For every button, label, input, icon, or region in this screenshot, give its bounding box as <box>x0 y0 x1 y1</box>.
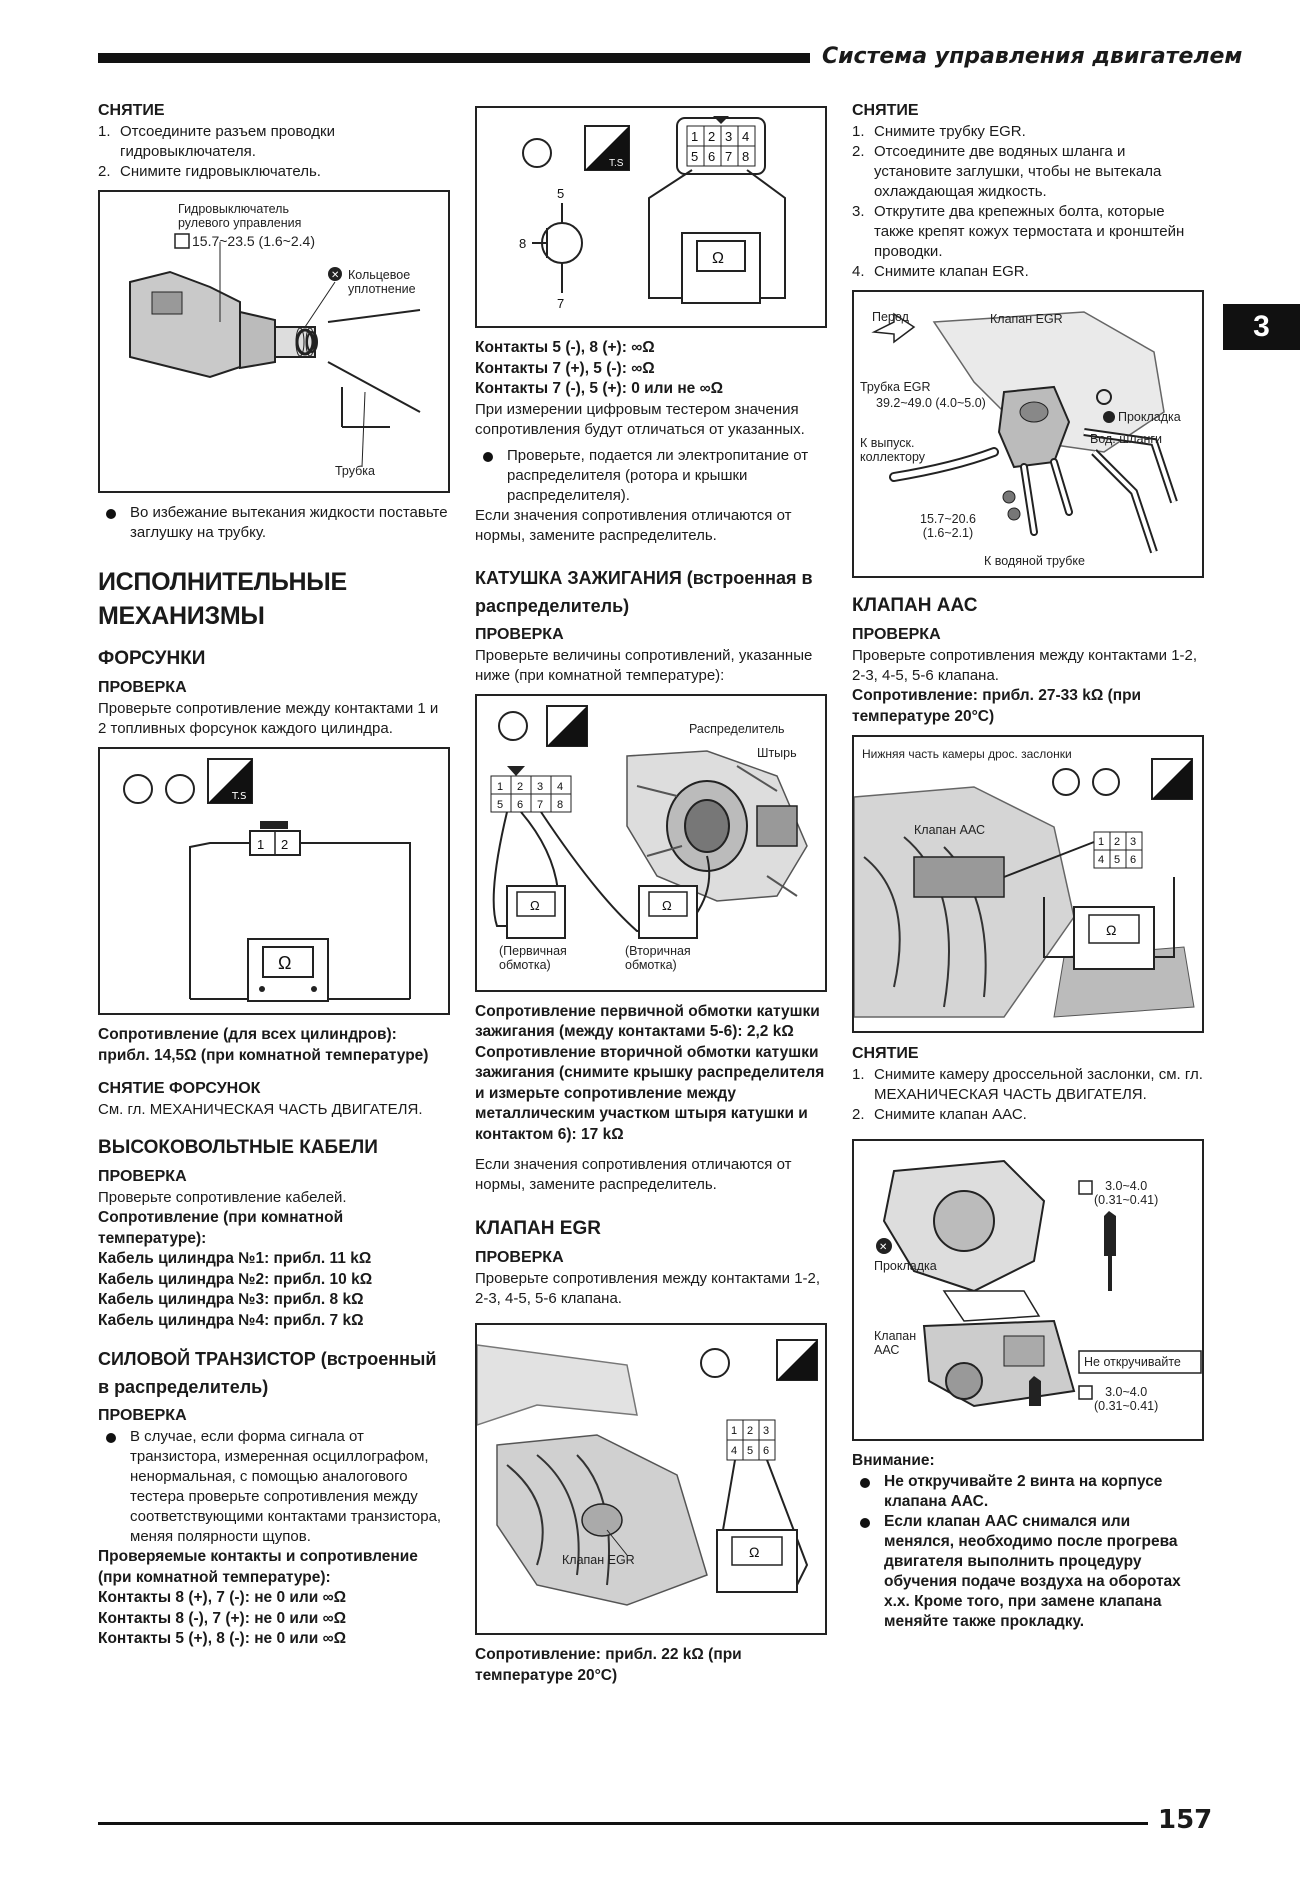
pin: 6 <box>763 1445 770 1457</box>
label-exhaust: К выпуск. коллектору <box>860 436 926 464</box>
ohm-symbol: Ω <box>1106 922 1117 938</box>
section-removal-title: СНЯТИЕ <box>98 102 165 119</box>
pt-bullets <box>98 1427 450 1547</box>
coil-check-title: ПРОВЕРКА <box>475 625 564 643</box>
label-switch: Гидровыключатель рулевого управления <box>178 202 302 230</box>
chapter-tab: 3 <box>1223 304 1300 350</box>
label-aac-valve: Клапан ААС <box>874 1329 917 1357</box>
check-title: ПРОВЕРКА <box>98 679 187 696</box>
list-item: 4. Снимите клапан EGR. <box>852 263 1029 280</box>
plug-note <box>98 503 450 543</box>
label-tube: Трубка <box>335 464 375 478</box>
figure-power-steering-switch <box>98 190 450 493</box>
aac-check-illustration <box>854 737 1202 1031</box>
pt-line: Контакты 8 (+), 7 (-): не 0 или ∞Ω <box>98 1589 347 1606</box>
list-item: 2. Снимите гидровыключатель. <box>98 163 321 180</box>
label-pin: Штырь <box>757 745 797 760</box>
pin: 6 <box>1130 854 1137 866</box>
egr-title: КЛАПАН EGR <box>475 1218 601 1239</box>
terminal-5: 5 <box>557 186 565 201</box>
figure-injector-test <box>98 747 450 1015</box>
pin: 3 <box>537 780 544 793</box>
ts-label: T.S <box>609 158 624 169</box>
label-gasket: Прокладка <box>874 1259 937 1273</box>
label-secondary: (Вторичная обмотка) <box>625 943 691 972</box>
label-hoses: Вод. шланги <box>1090 432 1162 446</box>
power-transistor-title: СИЛОВОЙ ТРАНЗИСТОР (встроенный в распределитель) <box>98 1349 437 1397</box>
page-number: 157 <box>1158 1805 1213 1835</box>
pin: 1 <box>1098 836 1105 848</box>
power-bullets <box>475 446 827 506</box>
pin: 4 <box>731 1445 738 1457</box>
pin: 8 <box>557 798 564 811</box>
egr-illustration <box>477 1325 825 1633</box>
coil-replace-note: Если значения сопротивления отличаются от нормы, замените распределитель. <box>475 1156 792 1193</box>
hv-cables-title: ВЫСОКОВОЛЬТНЫЕ КАБЕЛИ <box>98 1137 378 1158</box>
attention-bullets <box>852 1472 1204 1632</box>
figure-transistor-test <box>475 106 827 328</box>
egr-removal-steps <box>852 122 1204 282</box>
list-item: Если клапан ААС снимался или менялся, необходимо после прогрева двигателя выполнить процедуру обучения подаче воздуха на оборотах х.х. Кроме того, при замене клапана меняйте также прокладку. <box>852 1512 1204 1632</box>
egr-check-text: Проверьте сопротивления между контактами 1-2, 2-3, 4-5, 5-6 клапана. <box>475 1270 821 1307</box>
svg-text:✕: ✕ <box>879 1242 888 1253</box>
egr-resistance: Сопротивление: прибл. 22 kΩ (при температуре 20°C) <box>475 1646 742 1684</box>
contacts-line: Контакты 7 (-), 5 (+): 0 или не ∞Ω <box>475 380 724 397</box>
pin: 5 <box>747 1445 754 1457</box>
injectors-title: ФОРСУНКИ <box>98 648 206 669</box>
figure-egr-removal <box>852 290 1204 578</box>
label-torque-1: 39.2~49.0 (4.0~5.0) <box>876 396 986 410</box>
injector-resistance: Сопротивление (для всех цилиндров): прибл. 14,5Ω (при комнатной температуре) <box>98 1026 429 1064</box>
pin: 4 <box>742 129 750 144</box>
ohm-symbol: Ω <box>749 1544 760 1560</box>
label-torque-2: 15.7~20.6 (1.6~2.1) <box>920 512 976 540</box>
pin: 1 <box>691 129 699 144</box>
label-torque: 15.7~23.5 (1.6~2.4) <box>192 233 315 249</box>
terminal-8: 8 <box>519 236 527 251</box>
pin: 7 <box>537 798 544 811</box>
contacts-line: Контакты 7 (+), 5 (-): ∞Ω <box>475 359 655 377</box>
svg-text:✕: ✕ <box>331 270 340 281</box>
coil-secondary-resistance: Сопротивление вторичной обмотки катушки зажигания (снимите крышку распределителя и измерьте сопротивление между металлическим участком штыря катушки и контактом 6): 17 kΩ <box>475 1043 825 1143</box>
ohm-symbol: Ω <box>278 953 292 973</box>
pt-line: Проверяемые контакты и сопротивление (при комнатной температуре): <box>98 1548 418 1586</box>
list-item: Проверьте, подается ли электропитание от распределителя (ротора и крышки распределителя). <box>475 446 827 506</box>
list-item: В случае, если форма сигнала от транзистора, измеренная осциллографом, ненормальная, с помощью аналогового тестера проверьте сопротивления между соответствующими контактами транзистора, меняя полярности щупов. <box>98 1427 450 1547</box>
ohm-symbol: Ω <box>530 897 540 913</box>
injectors-removal-text: См. гл. МЕХАНИЧЕСКАЯ ЧАСТЬ ДВИГАТЕЛЯ. <box>98 1101 423 1118</box>
hv-line: Кабель цилиндра №4: прибл. 7 kΩ <box>98 1311 364 1329</box>
middle-column <box>475 106 827 1686</box>
ohm-symbol: Ω <box>662 897 672 913</box>
ohm-symbol: Ω <box>712 250 724 267</box>
list-item: 2. Снимите клапан ААС. <box>852 1106 1027 1123</box>
pt-check-title: ПРОВЕРКА <box>98 1407 187 1424</box>
left-column <box>98 100 450 1650</box>
label-torque-a: 3.0~4.0 (0.31~0.41) <box>1094 1179 1159 1207</box>
pin: 3 <box>763 1425 770 1437</box>
right-column <box>852 100 1204 1632</box>
label-throttle-chamber: Нижняя часть камеры дрос. заслонки <box>862 747 1072 761</box>
replace-note: Если значения сопротивления отличаются от нормы, замените распределитель. <box>475 506 792 544</box>
aac-check-text: Проверьте сопротивления между контактами 1-2, 2-3, 4-5, 5-6 клапана. <box>852 647 1198 684</box>
pin: 2 <box>1114 836 1121 848</box>
pin: 2 <box>708 129 716 144</box>
header-rule <box>98 53 810 63</box>
pin: 5 <box>497 798 504 811</box>
label-torque-b: 3.0~4.0 (0.31~0.41) <box>1094 1385 1159 1413</box>
label-water: К водяной трубке <box>984 554 1085 568</box>
footer-rule <box>98 1822 1148 1825</box>
label-egr-valve: Клапан EGR <box>562 1553 635 1567</box>
pin: 5 <box>691 149 699 164</box>
pin-1: 1 <box>257 837 265 852</box>
pin: 1 <box>731 1425 738 1437</box>
pt-line: Контакты 5 (+), 8 (-): не 0 или ∞Ω <box>98 1630 347 1647</box>
pin: 6 <box>708 149 716 164</box>
hv-line: Кабель цилиндра №3: прибл. 8 kΩ <box>98 1291 364 1308</box>
figure-aac-removal <box>852 1139 1204 1441</box>
aac-removal-steps <box>852 1065 1204 1125</box>
coil-primary-resistance: Сопротивление первичной обмотки катушки зажигания (между контактами 5-6): 2,2 kΩ <box>475 1002 820 1040</box>
list-item: 3. Открутите два крепежных болта, которые также крепят кожух термостата и кронштейн проводки. <box>852 203 1185 260</box>
digital-note: При измерении цифровым тестером значения сопротивления будут отличаться от указанных. <box>475 400 805 438</box>
aac-removal-title: СНЯТИЕ <box>852 1045 919 1062</box>
list-item: 1. Снимите камеру дроссельной заслонки, см. гл. МЕХАНИЧЕСКАЯ ЧАСТЬ ДВИГАТЕЛЯ. <box>852 1066 1203 1103</box>
aac-resistance: Сопротивление: прибл. 27-33 kΩ (при температуре 20°C) <box>852 687 1142 725</box>
hv-check-title: ПРОВЕРКА <box>98 1168 187 1185</box>
pin: 3 <box>725 129 733 144</box>
list-item: Во избежание вытекания жидкости поставьте заглушку на трубку. <box>98 503 450 543</box>
terminal-7: 7 <box>557 296 565 311</box>
label-egr-valve: Клапан EGR <box>990 312 1063 326</box>
section-removal-title: СНЯТИЕ <box>852 102 919 119</box>
ignition-coil-title: КАТУШКА ЗАЖИГАНИЯ (встроенная в распределитель) <box>475 567 813 616</box>
pin: 7 <box>725 149 733 164</box>
pin: 6 <box>517 798 524 811</box>
hv-line: Сопротивление (при комнатной температуре): <box>98 1209 344 1247</box>
injectors-check-text: Проверьте сопротивление между контактами 1 и 2 топливных форсунок каждого цилиндра. <box>98 700 439 737</box>
aac-check-title: ПРОВЕРКА <box>852 626 941 643</box>
pin: 2 <box>747 1425 754 1437</box>
list-item: 1. Снимите трубку EGR. <box>852 123 1026 140</box>
injectors-removal-title: СНЯТИЕ ФОРСУНОК <box>98 1080 261 1097</box>
ts-label: T.S <box>232 791 247 802</box>
coil-check-text: Проверьте величины сопротивлений, указанные ниже (при комнатной температуре): <box>475 646 813 684</box>
pin: 4 <box>557 780 564 793</box>
hv-check-text: Проверьте сопротивление кабелей. <box>98 1189 347 1206</box>
removal-steps <box>98 122 450 182</box>
label-egr-tube: Трубка EGR <box>860 380 931 394</box>
pin-2: 2 <box>281 837 289 852</box>
transistor-circuit <box>477 108 825 326</box>
label-front: Перед <box>872 310 909 324</box>
label-o-ring: Кольцевое уплотнение <box>348 268 416 296</box>
contacts-line: Контакты 5 (-), 8 (+): ∞Ω <box>475 339 655 356</box>
pt-line: Контакты 8 (-), 7 (+): не 0 или ∞Ω <box>98 1609 347 1627</box>
label-gasket: Прокладка <box>1118 410 1181 424</box>
page-header-title: Система управления двигателем <box>822 44 1243 69</box>
hv-line: Кабель цилиндра №1: прибл. 11 kΩ <box>98 1250 372 1267</box>
hv-line: Кабель цилиндра №2: прибл. 10 kΩ <box>98 1270 373 1288</box>
injector-circuit <box>100 749 448 1013</box>
pin: 5 <box>1114 854 1121 866</box>
figure-aac-check <box>852 735 1204 1033</box>
list-item: 2. Отсоедините две водяных шланга и установите заглушки, чтобы не вытекала охлаждающая жидкость. <box>852 143 1162 200</box>
pin: 3 <box>1130 836 1137 848</box>
list-item: 1. Отсоедините разъем проводки гидровыключателя. <box>98 123 335 160</box>
label-do-not-unscrew: Не откручивайте <box>1084 1355 1181 1369</box>
pin: 2 <box>517 780 524 793</box>
pin: 4 <box>1098 854 1105 866</box>
attention-title: Внимание: <box>852 1452 935 1469</box>
list-item: Не откручивайте 2 винта на корпусе клапана ААС. <box>852 1472 1204 1512</box>
figure-ignition-coil <box>475 694 827 992</box>
actuators-title: ИСПОЛНИТЕЛЬНЫЕ МЕХАНИЗМЫ <box>98 568 347 630</box>
figure-egr-valve <box>475 1323 827 1635</box>
label-aac-valve: Клапан ААС <box>914 823 986 837</box>
pin: 8 <box>742 149 750 164</box>
aac-title: КЛАПАН ААС <box>852 595 978 616</box>
label-primary: (Первичная обмотка) <box>499 943 567 972</box>
pin: 1 <box>497 780 504 793</box>
label-distributor: Распределитель <box>689 721 785 736</box>
egr-check-title: ПРОВЕРКА <box>475 1249 564 1266</box>
